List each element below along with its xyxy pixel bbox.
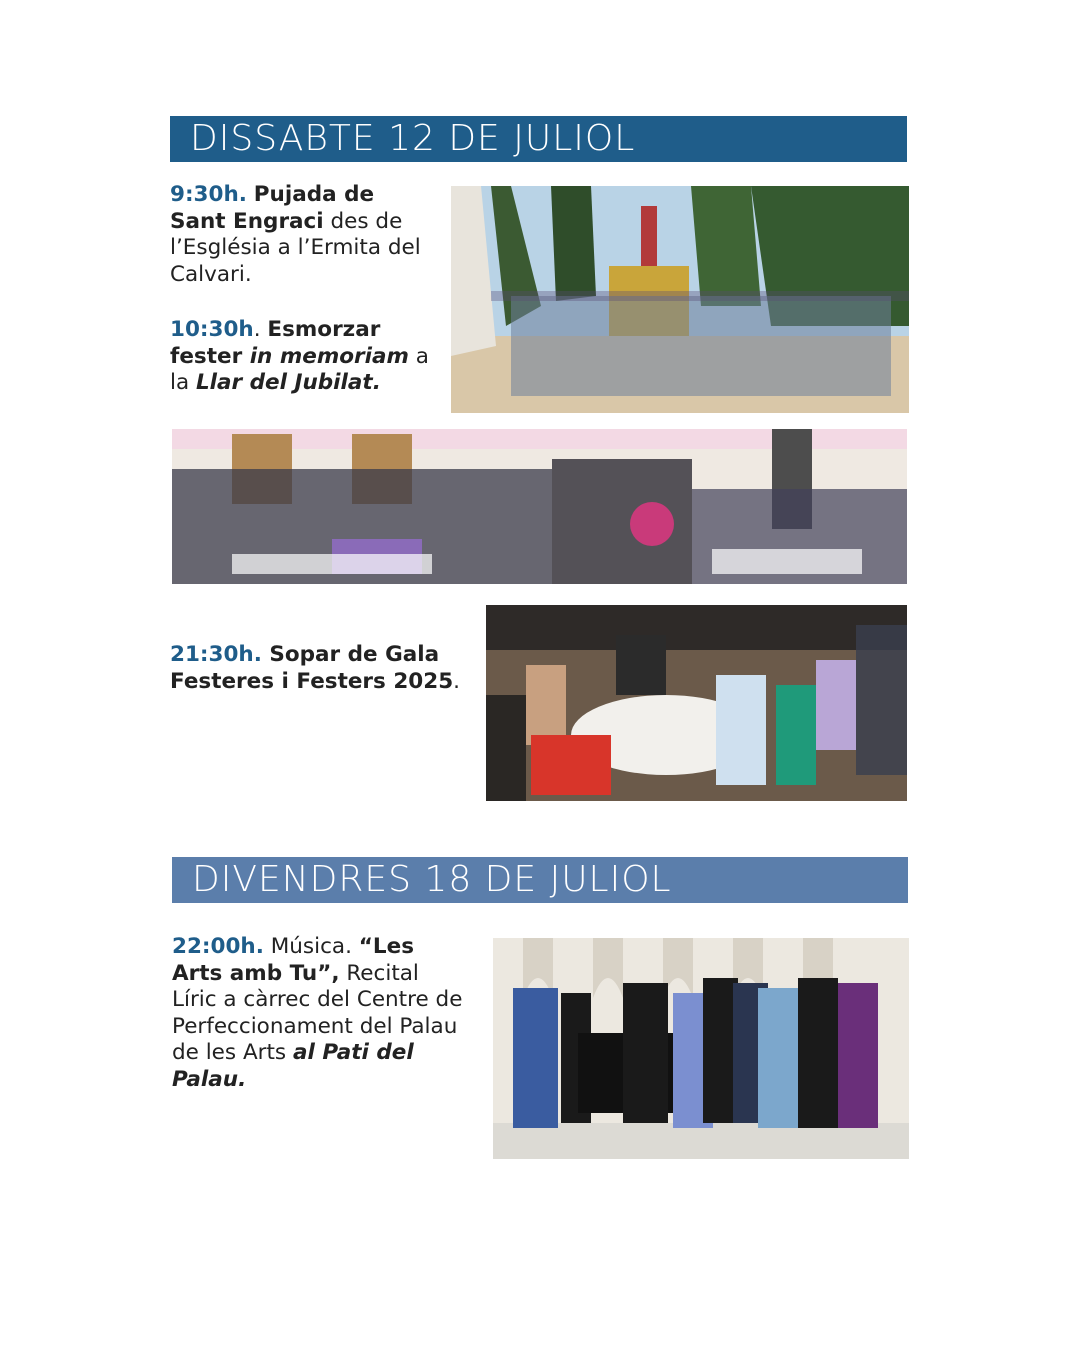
photo-procession [451, 186, 909, 413]
event-title: Sopar de Gala Festeres i Festers 2025 [170, 642, 454, 694]
photo-singers [493, 938, 909, 1159]
event-end: . [453, 668, 460, 694]
event-time: 22:00h. [172, 934, 264, 959]
photo-breakfast-hall [172, 429, 907, 584]
photo-gala-dinner [486, 605, 907, 801]
event-description: Recital Líric a càrrec del Centre de Perfeccionament del Palau de les Arts [172, 960, 463, 1065]
event-title: Esmorzar fester [170, 317, 381, 369]
event-title-italic: in memoriam [249, 343, 409, 369]
event-description: des de l’Església a l’Ermita del Calvari. [170, 208, 421, 287]
event-venue: al Pati del Palau. [172, 1040, 414, 1092]
event-pujada [170, 182, 432, 288]
event-type: Música. [263, 934, 359, 959]
day2-title: DIVENDRES 18 DE JULIOL [192, 859, 672, 900]
event-recital [172, 934, 464, 1093]
event-esmorzar [170, 317, 440, 397]
event-venue: Llar del Jubilat. [195, 370, 381, 395]
event-sopar [170, 642, 480, 695]
event-separator: . [253, 317, 268, 342]
event-time: 9:30h. [170, 182, 247, 207]
day1-title: DISSABTE 12 DE JULIOL [190, 118, 636, 159]
day1-header [170, 116, 907, 162]
event-time: 21:30h. [170, 642, 262, 667]
event-time: 10:30h [170, 317, 254, 342]
day2-header [172, 857, 908, 903]
event-title: Pujada de Sant Engraci [170, 182, 375, 234]
event-connector: a la [170, 343, 429, 395]
event-title: “Les Arts amb Tu”, [172, 934, 414, 986]
